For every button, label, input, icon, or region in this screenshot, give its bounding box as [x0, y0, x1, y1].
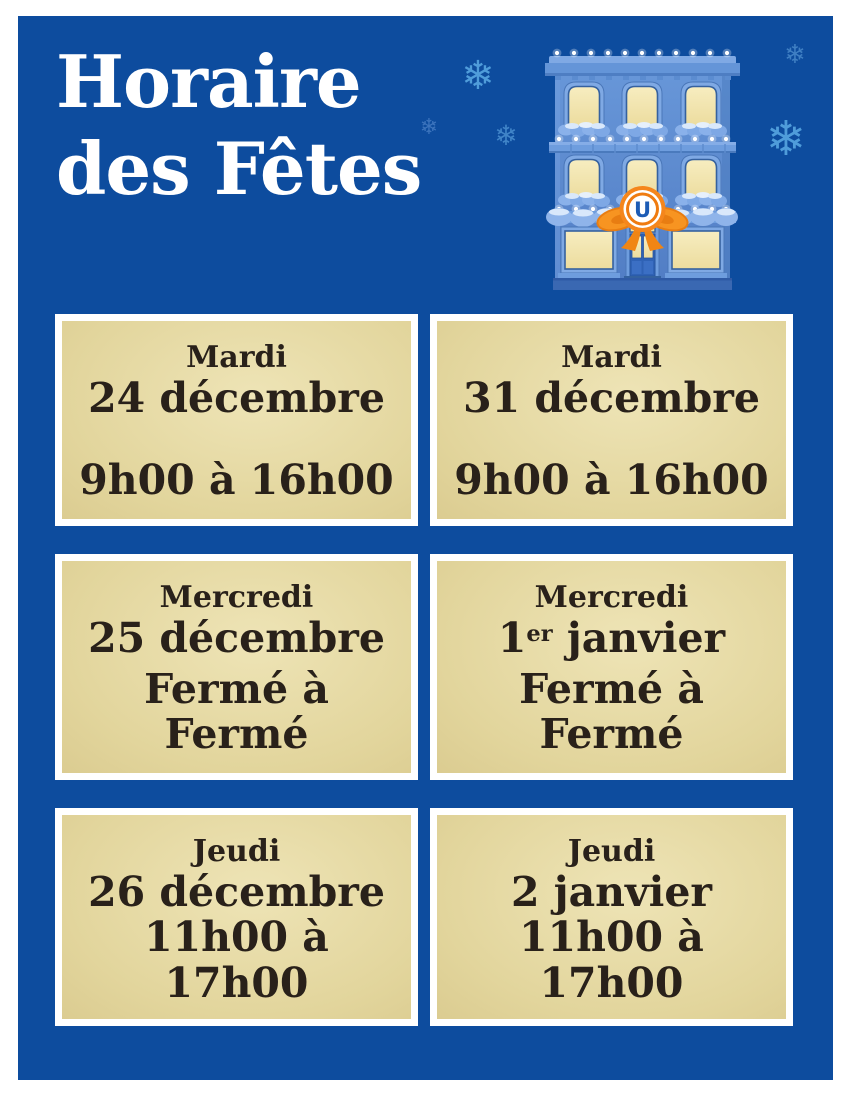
card-hours: 11h00 à 17h00 [519, 913, 704, 1007]
snowflake-icon: ❄ [461, 53, 495, 99]
schedule-card [430, 554, 793, 780]
roof-cornice [545, 49, 740, 80]
card-header [88, 835, 385, 915]
schedule-card [55, 808, 418, 1026]
card-day: Mercredi [534, 580, 689, 615]
snowflake-icon: ❄ [494, 119, 518, 152]
card-date [88, 613, 385, 662]
page-title [56, 38, 421, 212]
snowflake-icon: ❄ [784, 40, 806, 70]
card-date [497, 613, 726, 662]
card-day: Mercredi [159, 580, 314, 615]
card-hours: 9h00 à 16h00 [454, 455, 769, 504]
card-header [511, 835, 712, 915]
card-hours: 9h00 à 16h00 [79, 455, 394, 504]
store-building-illustration [545, 45, 740, 290]
holiday-poster-panel [18, 16, 833, 1080]
date-text: 24 décembre [88, 373, 385, 422]
date-text: 25 décembre [88, 613, 385, 662]
date-suffix: janvier [552, 613, 726, 662]
store-logo-letter: U [633, 198, 652, 222]
card-hours: 11h00 à 17h00 [144, 913, 329, 1007]
card-header [463, 341, 760, 421]
schedule-grid [55, 314, 793, 1026]
card-day: Jeudi [567, 834, 656, 869]
store-logo-badge [620, 186, 666, 232]
card-day: Mardi [186, 340, 287, 375]
schedule-card [430, 808, 793, 1026]
schedule-card [55, 554, 418, 780]
card-day: Mardi [561, 340, 662, 375]
snowflake-icon: ❄ [419, 115, 439, 140]
title-line-2: des Fêtes [56, 126, 422, 211]
card-date [88, 867, 385, 916]
top-floor-windows [558, 82, 727, 137]
card-day: Jeudi [192, 834, 281, 869]
card-header [498, 581, 725, 661]
date-text: 1 [497, 613, 527, 662]
card-header [88, 341, 385, 421]
card-date [510, 867, 713, 916]
schedule-card [430, 314, 793, 526]
card-date [463, 373, 760, 422]
card-header [88, 581, 385, 661]
card-hours: Fermé à Fermé [144, 664, 329, 758]
snowflake-icon: ❄ [765, 111, 807, 167]
date-text: 31 décembre [463, 373, 760, 422]
card-date [88, 373, 385, 422]
date-text: 2 janvier [510, 867, 713, 916]
title-line-1: Horaire [56, 39, 361, 124]
date-text: 26 décembre [88, 867, 385, 916]
card-hours: Fermé à Fermé [519, 664, 704, 758]
floor-ledge [549, 142, 736, 153]
schedule-card [55, 314, 418, 526]
date-superscript: er [526, 621, 553, 648]
